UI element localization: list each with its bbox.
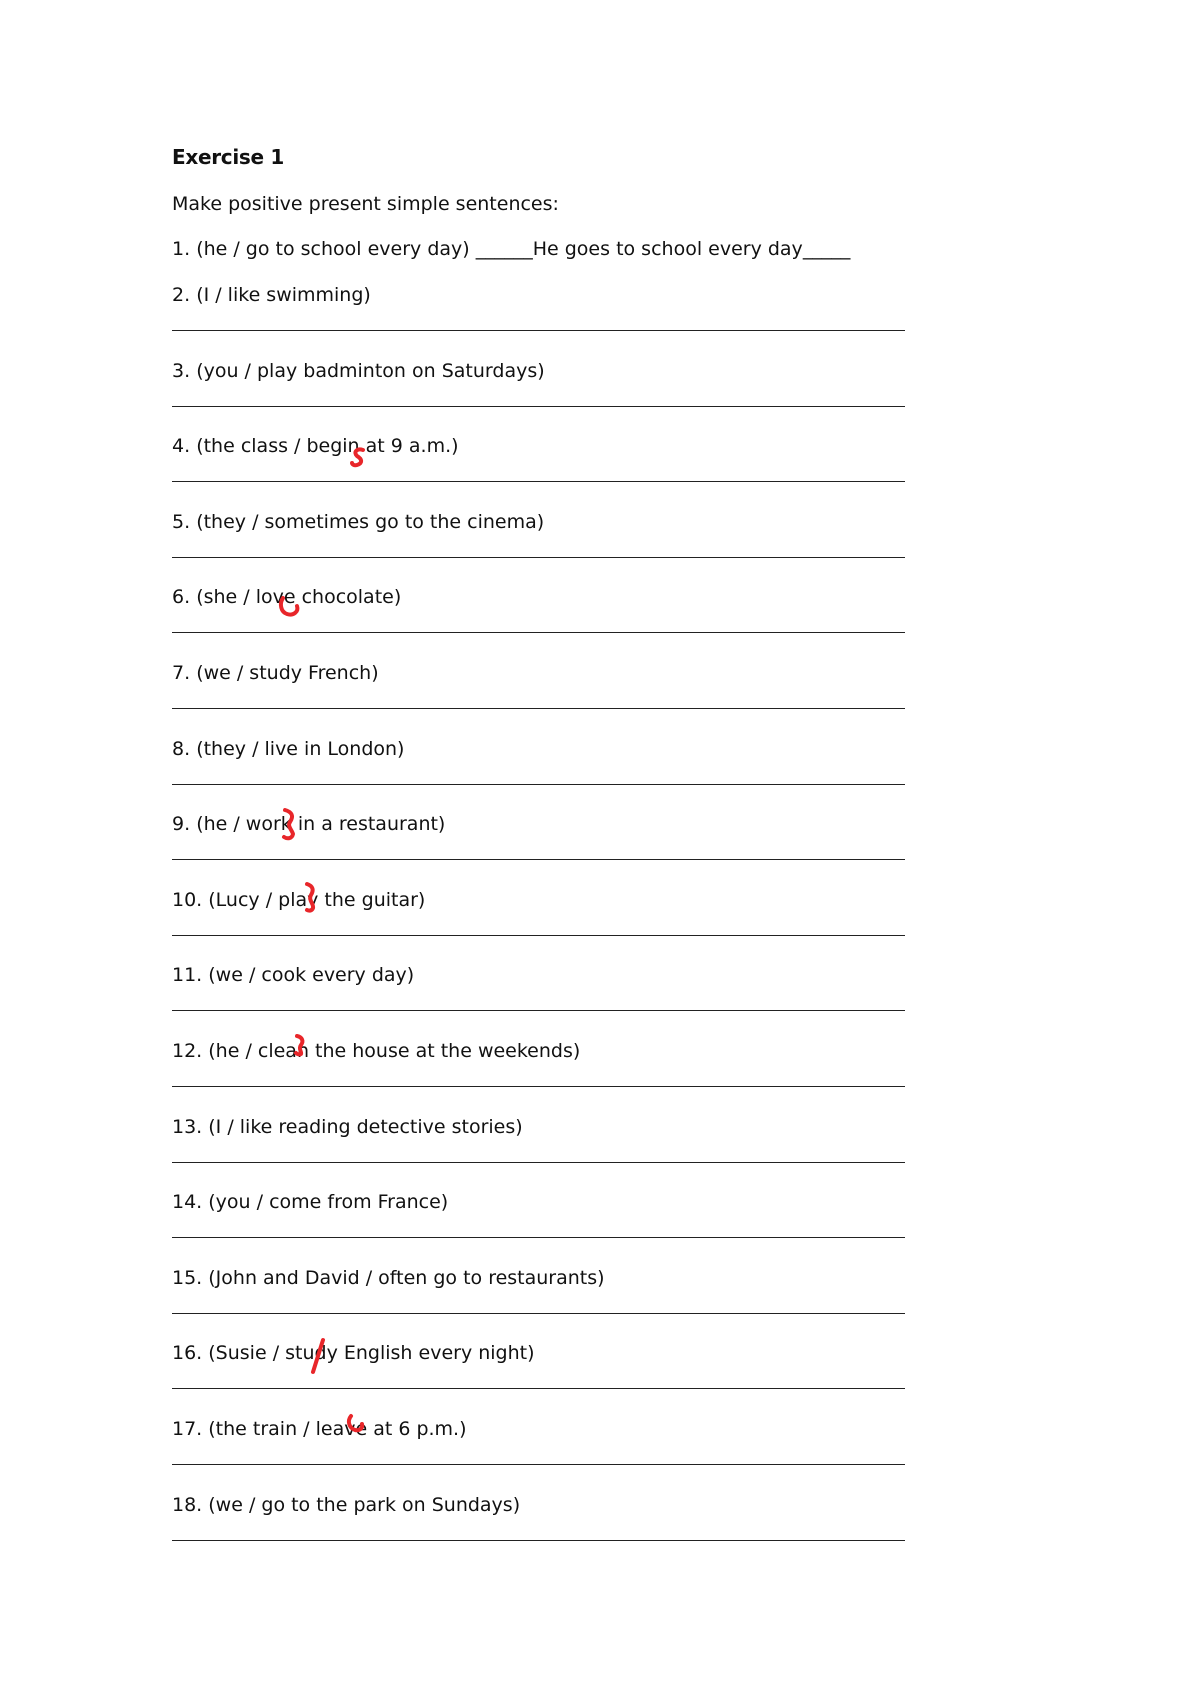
exercise-item <box>172 1191 905 1266</box>
item-prompt <box>172 586 401 608</box>
item-text: (they / live in London) <box>196 737 405 760</box>
exercise-item <box>172 360 905 435</box>
item-prompt <box>172 1418 467 1440</box>
example-blank-after: _____ <box>802 238 851 260</box>
item-number: 6. <box>172 586 191 609</box>
item-text: (you / play badminton on Saturdays) <box>196 359 545 382</box>
exercise-item <box>172 1116 905 1191</box>
answer-line[interactable] <box>172 1388 905 1389</box>
item-prompt <box>172 511 544 533</box>
answer-line[interactable] <box>172 1162 905 1163</box>
answer-line[interactable] <box>172 406 905 407</box>
item-number: 5. <box>172 510 191 533</box>
item-number: 10. <box>172 888 203 911</box>
exercise-item <box>172 1040 905 1115</box>
item-prompt <box>172 889 425 911</box>
item-prompt <box>172 435 459 457</box>
answer-line[interactable] <box>172 1010 905 1011</box>
item-text: (we / go to the park on Sundays) <box>208 1493 521 1516</box>
exercise-item <box>172 284 905 359</box>
item-number: 4. <box>172 435 191 458</box>
example-number: 1. <box>172 238 191 260</box>
item-text: (John and David / often go to restaurants) <box>208 1266 605 1289</box>
exercise-item <box>172 813 905 888</box>
item-text: (we / cook every day) <box>208 964 415 987</box>
item-prompt <box>172 284 371 306</box>
item-number: 3. <box>172 359 191 382</box>
answer-line[interactable] <box>172 935 905 936</box>
exercise-item <box>172 964 905 1039</box>
item-number: 9. <box>172 813 191 836</box>
answer-line[interactable] <box>172 1540 905 1541</box>
answer-line[interactable] <box>172 1464 905 1465</box>
item-text: (the train / leave at 6 p.m.) <box>208 1418 467 1440</box>
exercise-item <box>172 662 905 737</box>
answer-line[interactable] <box>172 481 905 482</box>
item-prompt <box>172 360 545 382</box>
exercise-item <box>172 1342 905 1417</box>
item-text: (Lucy / play the guitar) <box>208 888 426 911</box>
item-text: (he / clean the house at the weekends) <box>208 1040 581 1062</box>
answer-line[interactable] <box>172 1313 905 1314</box>
exercise-title: Exercise 1 <box>172 145 285 169</box>
example-prompt: (he / go to school every day) <box>196 238 470 260</box>
item-number: 8. <box>172 737 191 760</box>
exercise-item <box>172 738 905 813</box>
exercise-item <box>172 1418 905 1493</box>
item-prompt <box>172 813 445 835</box>
item-text: (she / love chocolate) <box>196 586 402 609</box>
example-blank-before: ______ <box>475 238 533 260</box>
item-number: 18. <box>172 1493 203 1516</box>
answer-line[interactable] <box>172 708 905 709</box>
exercise-item <box>172 586 905 661</box>
item-number: 16. <box>172 1342 203 1365</box>
exercise-item <box>172 435 905 510</box>
item-number: 7. <box>172 662 191 684</box>
answer-line[interactable] <box>172 1237 905 1238</box>
answer-line[interactable] <box>172 330 905 331</box>
exercise-item <box>172 511 905 586</box>
item-number: 14. <box>172 1191 203 1214</box>
answer-line[interactable] <box>172 557 905 558</box>
answer-line[interactable] <box>172 632 905 633</box>
item-text: (we / study French) <box>196 662 379 684</box>
item-text: (I / like reading detective stories) <box>208 1115 523 1138</box>
item-text: (the class / begin at 9 a.m.) <box>196 435 459 458</box>
answer-line[interactable] <box>172 784 905 785</box>
item-prompt <box>172 1116 523 1138</box>
item-prompt <box>172 1191 448 1213</box>
item-number: 15. <box>172 1266 203 1289</box>
item-number: 11. <box>172 964 203 987</box>
item-prompt <box>172 1494 520 1516</box>
example-answer: He goes to school every day <box>532 238 803 260</box>
item-text: (you / come from France) <box>208 1191 449 1214</box>
item-prompt <box>172 662 379 684</box>
item-number: 12. <box>172 1040 203 1062</box>
answer-line[interactable] <box>172 1086 905 1087</box>
item-prompt <box>172 1342 535 1364</box>
exercise-item <box>172 889 905 964</box>
instructions: Make positive present simple sentences: <box>172 193 559 215</box>
item-prompt <box>172 964 414 986</box>
answer-line[interactable] <box>172 859 905 860</box>
item-text: (Susie / study English every night) <box>208 1342 535 1365</box>
item-text: (they / sometimes go to the cinema) <box>196 510 545 533</box>
example-item <box>172 238 850 260</box>
exercise-item <box>172 1267 905 1342</box>
exercise-item <box>172 1494 905 1569</box>
item-number: 13. <box>172 1115 203 1138</box>
item-prompt <box>172 1040 580 1062</box>
item-prompt <box>172 1267 605 1289</box>
item-text: (I / like swimming) <box>196 284 371 306</box>
item-prompt <box>172 738 404 760</box>
item-number: 17. <box>172 1418 203 1440</box>
item-text: (he / work in a restaurant) <box>196 813 446 836</box>
item-number: 2. <box>172 284 191 306</box>
